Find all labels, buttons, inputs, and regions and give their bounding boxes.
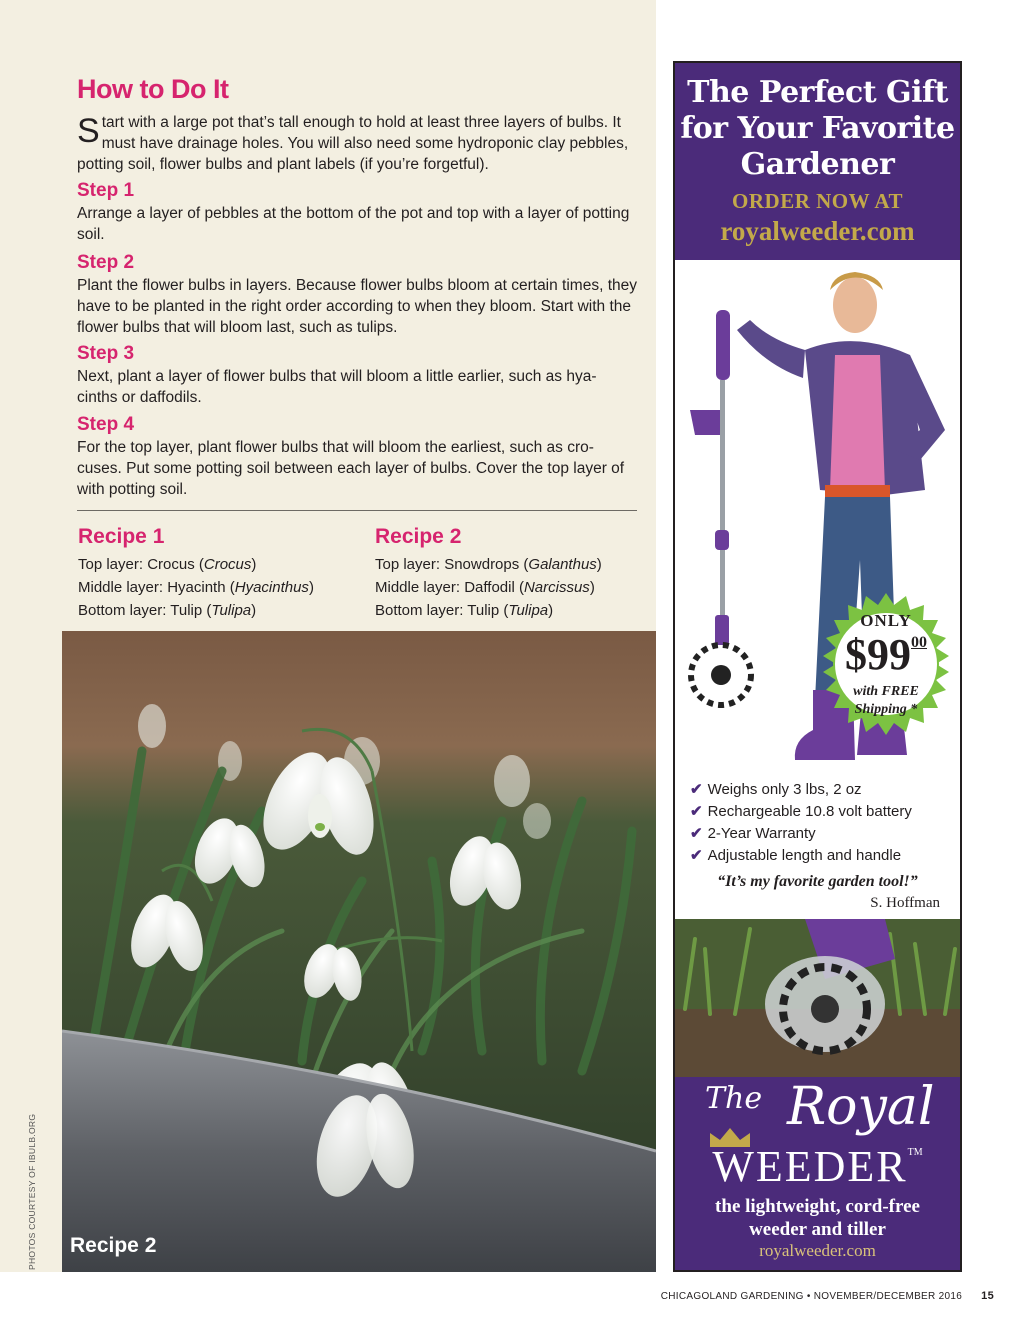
step-1-title: Step 1	[77, 180, 135, 201]
step-2-title: Step 2	[77, 252, 135, 273]
ad-header	[675, 63, 960, 260]
ad-order-text: ORDER NOW AT	[732, 189, 903, 213]
feature-item: ✔ Adjustable length and handle	[690, 847, 902, 864]
step-1-body: Arrange a layer of pebbles at the bottom of the pot and top with a layer of potting soil.	[77, 205, 630, 243]
recipe-2-line: Bottom layer: Tulip (Tulipa)	[375, 602, 554, 619]
recipe-1-title: Recipe 1	[78, 525, 165, 548]
ad-url-link[interactable]: royalweeder.com	[720, 216, 915, 246]
recipe-2-line: Top layer: Snowdrops (Galanthus)	[375, 556, 602, 573]
brand-the: The	[705, 1081, 763, 1116]
testimonial-author: S. Hoffman	[870, 895, 940, 911]
tiller-closeup-photo	[675, 919, 960, 1077]
snowdrop-illustration	[62, 631, 656, 1272]
recipe-2	[375, 523, 602, 622]
brand-weeder: WEEDER™	[712, 1142, 923, 1191]
publication-name: CHICAGOLAND GARDENING	[660, 1291, 804, 1302]
feature-item: ✔ Weighs only 3 lbs, 2 oz	[690, 781, 862, 798]
brand-royal: Royal	[787, 1077, 935, 1137]
tiller-closeup-illustration	[675, 919, 960, 1077]
recipe-1-line: Top layer: Crocus (Crocus)	[78, 556, 257, 573]
badge-price: $\$99^{00}$	[845, 630, 927, 679]
checkmark-icon: ✔	[690, 803, 703, 820]
section-divider	[77, 510, 637, 511]
photo-caption: Recipe 2	[70, 1234, 157, 1257]
ad-headline: The Perfect Gift for Your Favorite Gardener	[680, 75, 955, 182]
drop-cap: S	[77, 112, 100, 150]
testimonial-quote: “It’s my favorite garden tool!”	[717, 873, 918, 890]
step-2-body: Plant the flower bulbs in layers. Because flower bulbs bloom at certain times, they have to be planted in the right order according to when they bloom. Start with the flower bulbs that will bloom last, such as tulips.	[77, 277, 637, 336]
checkmark-icon: ✔	[690, 781, 703, 798]
checkmark-icon: ✔	[690, 825, 703, 842]
article-heading: How to Do It	[77, 74, 229, 104]
recipe-2-title: Recipe 2	[375, 525, 462, 548]
step-3-body: Next, plant a layer of flower bulbs that will bloom a little earlier, such as hya- cinths or daffodils.	[77, 368, 597, 406]
footer-separator: •	[806, 1291, 811, 1302]
intro-text: tart with a large pot that’s tall enough to hold at least three layers of bulbs. It must have drainage holes. You will also need some hydroponic clay pebbles, potting soil, flower bulbs and plant labels (if you’re forgetful).	[77, 114, 629, 173]
step-4-title: Step 4	[77, 414, 135, 435]
intro-paragraph	[77, 112, 637, 175]
page-number: 15	[981, 1290, 994, 1302]
brand-tagline: the lightweight, cord-free weeder and tiller	[715, 1196, 920, 1240]
recipe-1-line: Middle layer: Hyacinth (Hyacinthus)	[78, 579, 314, 596]
recipe-1	[78, 523, 314, 622]
royal-weeder-ad[interactable]	[673, 61, 962, 1272]
badge-only: ONLY	[860, 611, 912, 630]
price-badge	[815, 593, 957, 735]
recipe-2-line: Middle layer: Daffodil (Narcissus)	[375, 579, 595, 596]
feature-item: ✔ 2-Year Warranty	[690, 825, 816, 842]
feature-item: ✔ Rechargeable 10.8 volt battery	[690, 803, 912, 820]
step-3-title: Step 3	[77, 343, 135, 364]
badge-shipping: with FREE Shipping *	[853, 684, 919, 717]
step-4-body: For the top layer, plant flower bulbs that will bloom the earliest, such as cro- cuses. Put some potting soil between each layer of bulbs. Cover the top layer of with potting soil.	[77, 439, 625, 498]
checkmark-icon: ✔	[690, 847, 703, 864]
snowdrop-photo	[62, 631, 656, 1272]
photo-credit: PHOTOS COURTESY OF IBULB.ORG	[27, 1113, 37, 1270]
brand-url-link[interactable]: royalweeder.com	[759, 1241, 876, 1260]
recipe-1-line: Bottom layer: Tulip (Tulipa)	[78, 602, 257, 619]
feature-list	[690, 779, 912, 867]
brand-footer	[675, 1077, 960, 1270]
page-footer	[661, 1290, 994, 1302]
issue-date: NOVEMBER/DECEMBER 2016	[813, 1291, 963, 1302]
